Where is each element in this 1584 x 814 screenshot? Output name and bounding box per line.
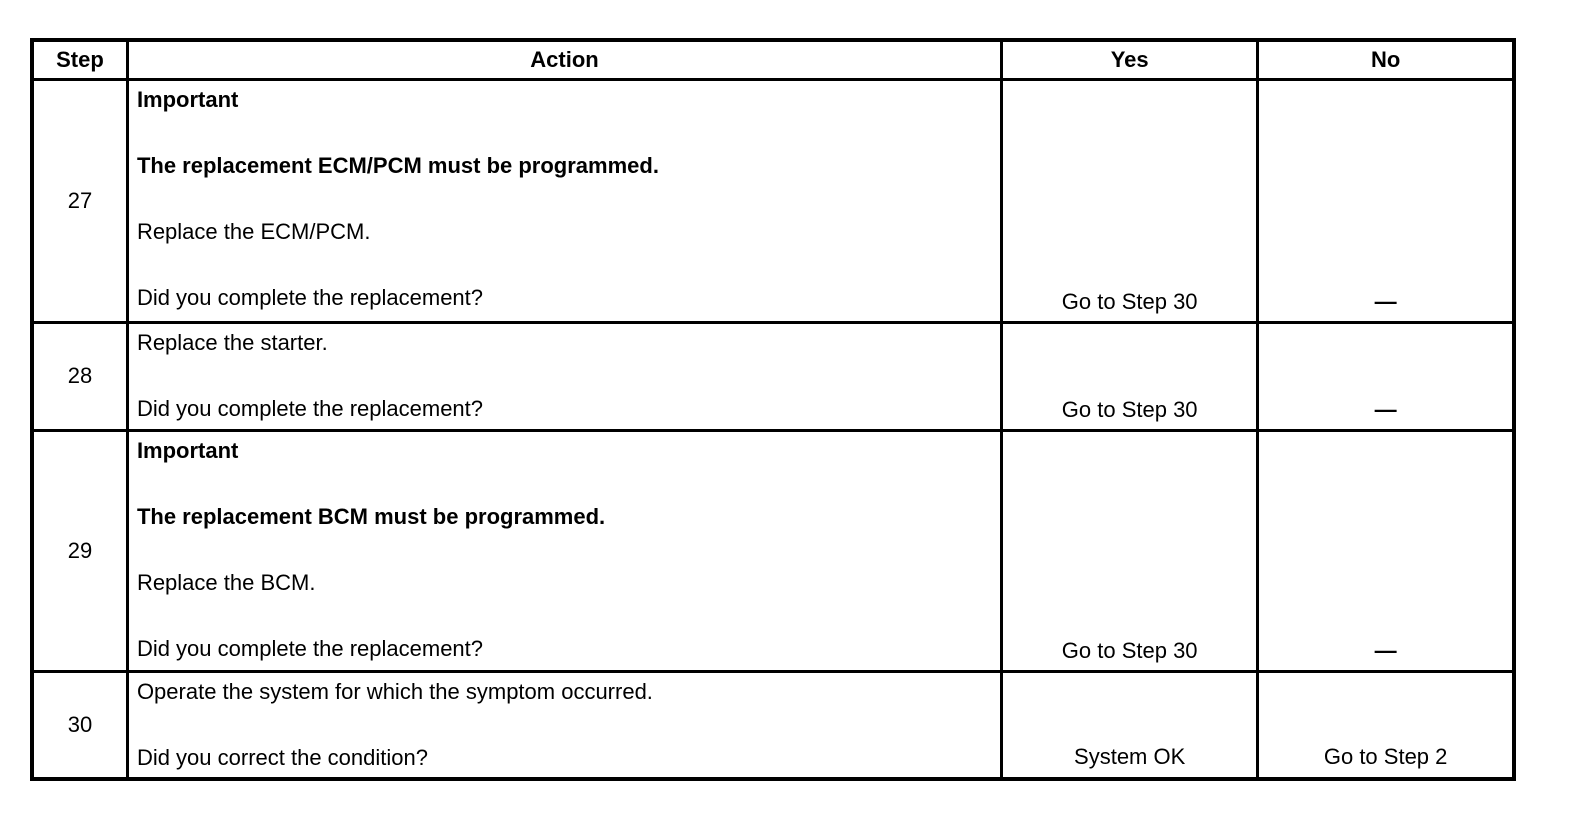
no-result-text: —	[1374, 396, 1397, 422]
yes-result: Go to Step 30	[1002, 431, 1258, 672]
important-label: Important	[136, 438, 239, 463]
action-question: Did you complete the replacement?	[136, 636, 484, 661]
header-row	[32, 40, 1514, 80]
yes-result: Go to Step 30	[1002, 80, 1258, 323]
important-note: The replacement BCM must be programmed.	[136, 504, 606, 529]
step-number: 29	[32, 431, 127, 672]
action-cell	[127, 431, 1001, 672]
action-instruction: Replace the ECM/PCM.	[136, 219, 371, 244]
no-result-text: —	[1374, 288, 1397, 314]
action-instruction: Replace the starter.	[136, 330, 328, 355]
table-row	[32, 431, 1514, 672]
no-result: Go to Step 2	[1258, 672, 1514, 779]
table-row	[32, 80, 1514, 323]
step-number: 30	[32, 672, 127, 779]
action-cell	[127, 323, 1001, 431]
step-number: 27	[32, 80, 127, 323]
diagnostic-table	[30, 38, 1516, 781]
table-row	[32, 323, 1514, 431]
important-note: The replacement ECM/PCM must be programmed.	[136, 153, 659, 178]
action-question: Did you correct the condition?	[136, 745, 428, 770]
important-label: Important	[136, 87, 239, 112]
no-result	[1258, 323, 1514, 431]
action-question: Did you complete the replacement?	[136, 396, 484, 421]
action-instruction: Replace the BCM.	[136, 570, 316, 595]
action-question: Did you complete the replacement?	[136, 285, 484, 310]
no-result-text: —	[1374, 637, 1397, 663]
step-number: 28	[32, 323, 127, 431]
header-step: Step	[32, 40, 127, 80]
action-cell	[127, 80, 1001, 323]
header-yes: Yes	[1002, 40, 1258, 80]
header-action: Action	[127, 40, 1001, 80]
header-no: No	[1258, 40, 1514, 80]
table-header	[32, 40, 1514, 80]
yes-result: Go to Step 30	[1002, 323, 1258, 431]
table-row	[32, 672, 1514, 779]
no-result	[1258, 80, 1514, 323]
no-result	[1258, 431, 1514, 672]
yes-result: System OK	[1002, 672, 1258, 779]
action-cell	[127, 672, 1001, 779]
action-instruction: Operate the system for which the symptom occurred.	[136, 679, 653, 704]
